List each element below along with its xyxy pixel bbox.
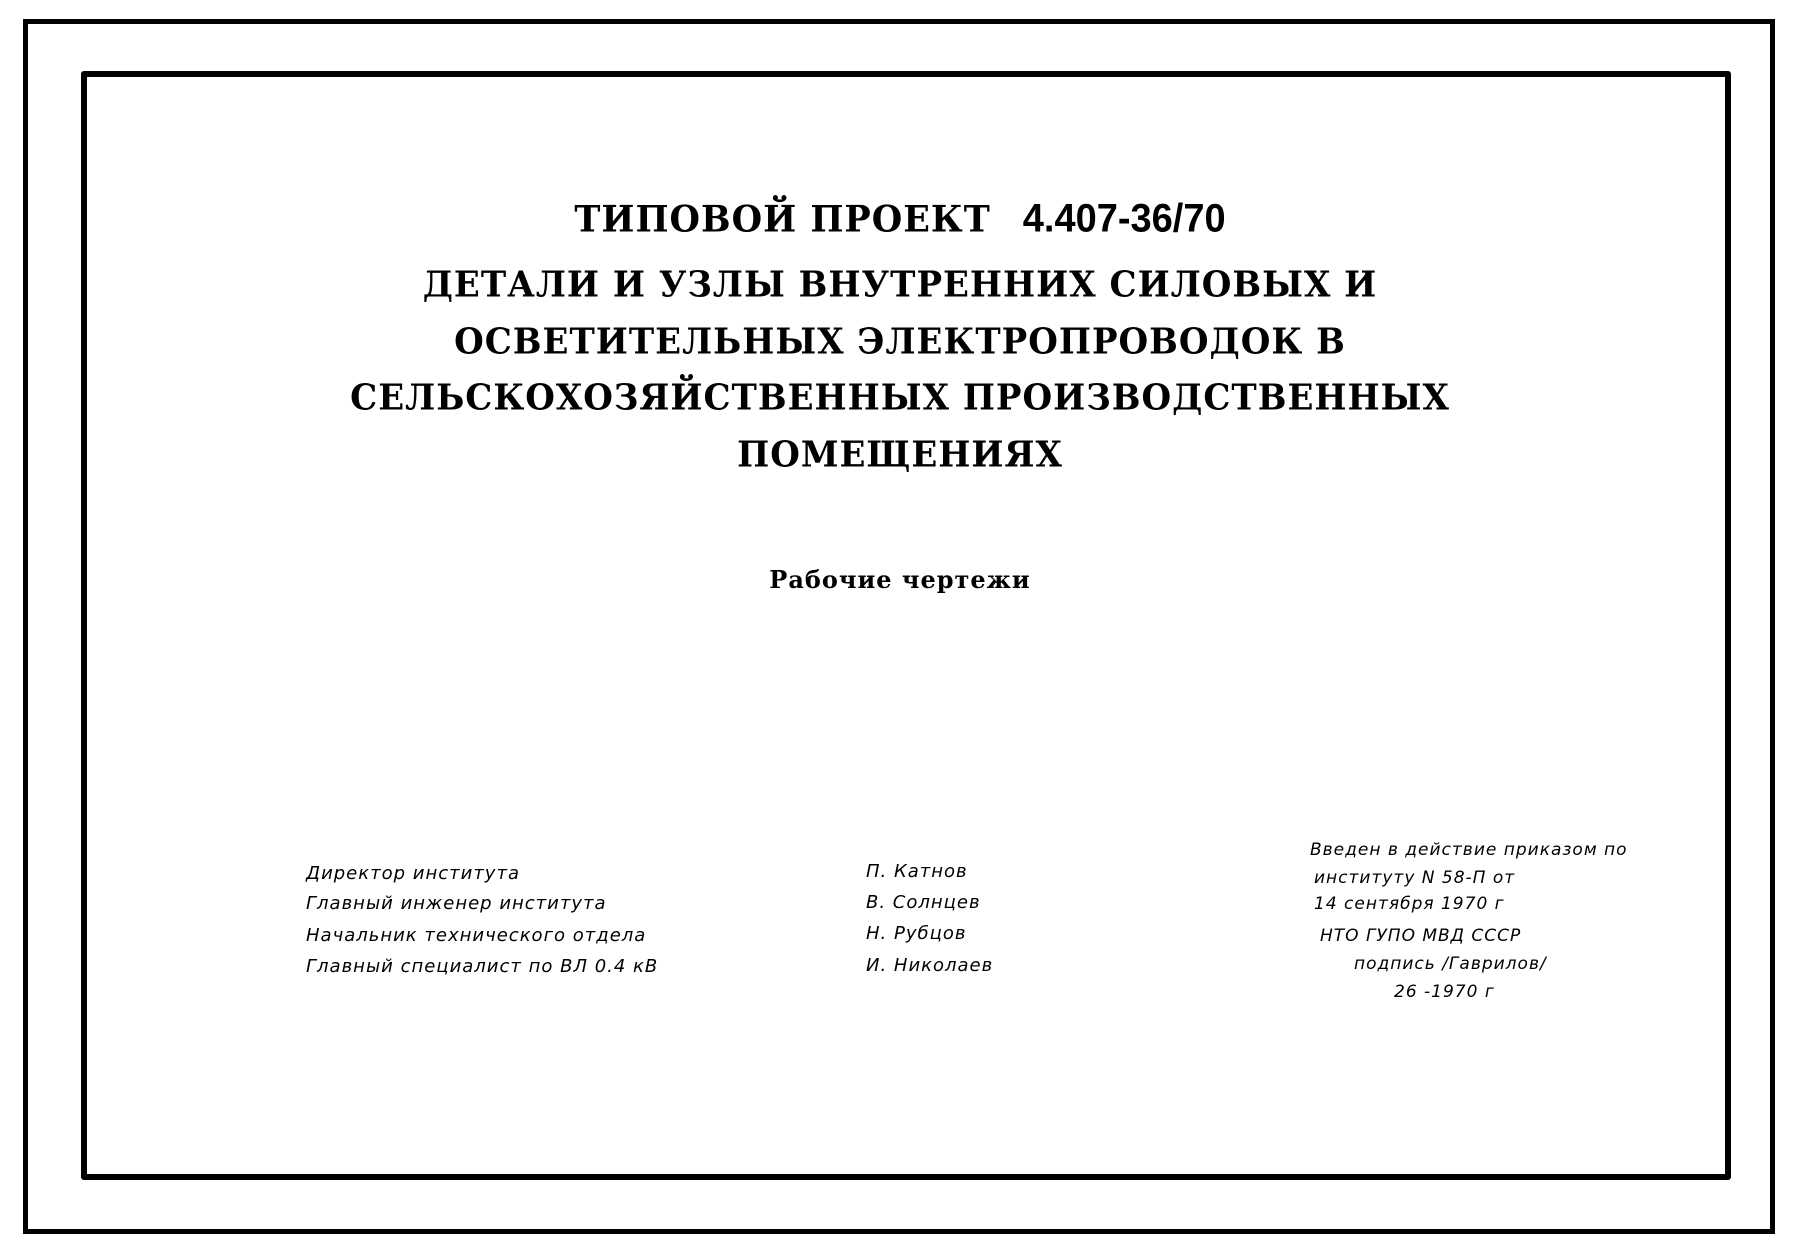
signer-name: В. Солнцев [866,892,981,913]
signer-role: Главный инженер института [306,893,607,914]
approval-line: Введен в действие приказом по [1310,840,1628,860]
project-code: 4.407-36/70 [1022,196,1226,242]
signer-role: Главный специалист по ВЛ 0.4 кВ [306,956,659,977]
approval-date-line: 26 -1970 г [1394,982,1495,1002]
approval-line: институту N 58-П от [1314,868,1516,888]
signer-name: Н. Рубцов [866,923,967,944]
signer-name: И. Николаев [866,955,994,976]
signer-role: Директор института [306,863,520,884]
title-line-1: ДЕТАЛИ И УЗЛЫ ВНУТРЕННИХ СИЛОВЫХ И [422,264,1378,306]
signer-name: П. Катнов [866,861,968,882]
project-prefix: ТИПОВОЙ ПРОЕКТ [574,197,991,242]
project-title-line [0,197,1800,242]
document-subtitle: Рабочие чертежи [769,565,1031,594]
title-line-4: ПОМЕЩЕНИЯХ [737,434,1063,476]
signer-role: Начальник технического отдела [306,925,647,946]
title-line-2: ОСВЕТИТЕЛЬНЫХ ЭЛЕКТРОПРОВОДОК В [454,321,1346,363]
approval-line: 14 сентября 1970 г [1314,894,1505,914]
approval-line: НТО ГУПО МВД СССР [1320,926,1522,946]
title-line-3: СЕЛЬСКОХОЗЯЙСТВЕННЫХ ПРОИЗВОДСТВЕННЫХ [350,377,1450,419]
approval-signature-line: подпись /Гаврилов/ [1354,954,1547,974]
